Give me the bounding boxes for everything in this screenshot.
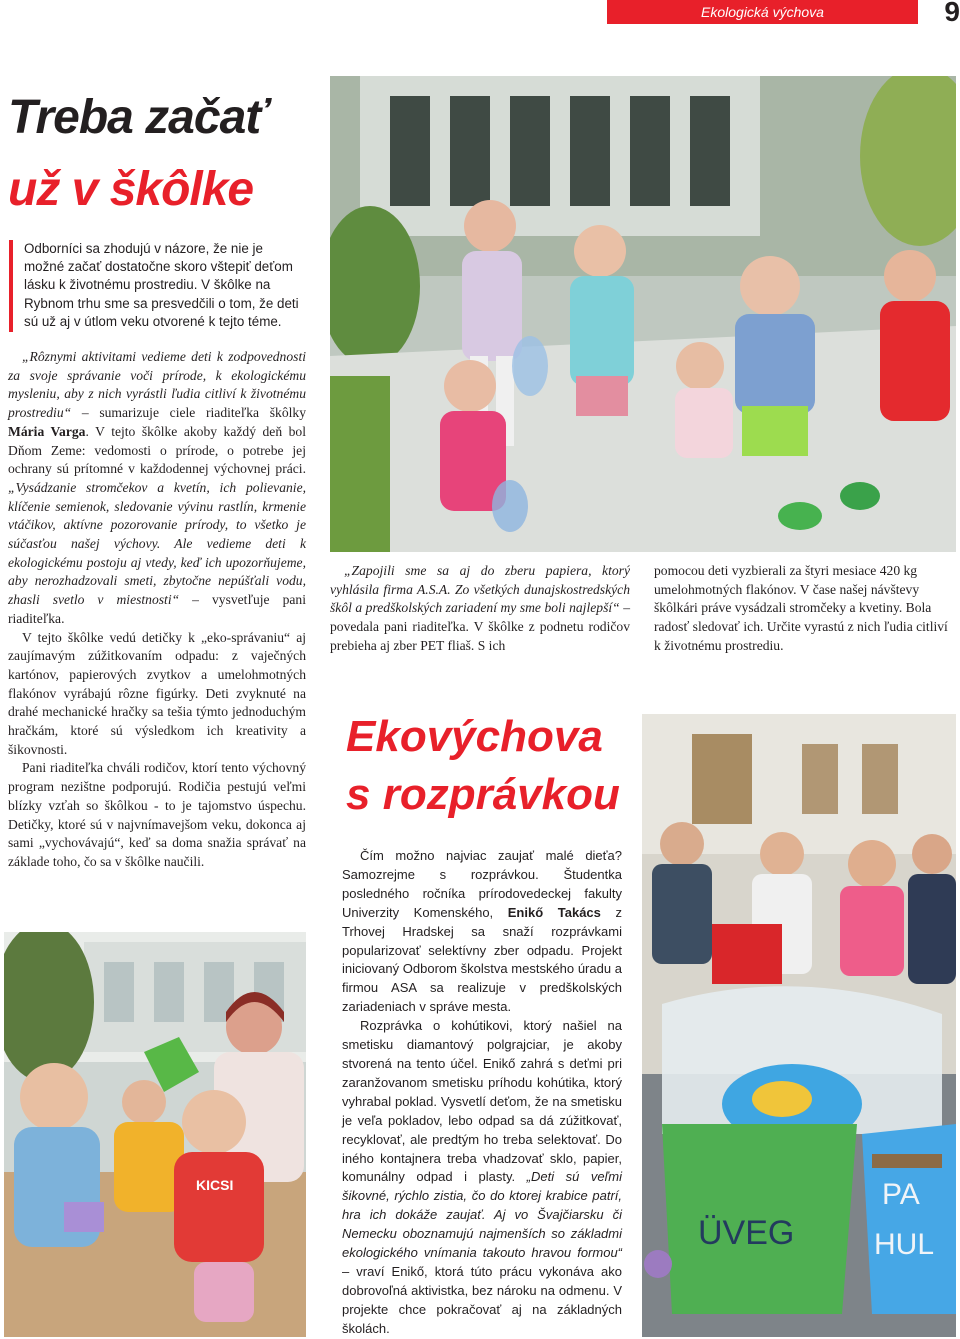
article-paragraph (330, 562, 630, 656)
article2-column (342, 847, 622, 1339)
text: Rozprávka o kohútikovi, ktorý našiel na smetisku diamantový polgrajciar, je akoby stvorená na tento účel. Enikő zahrá s deťmi pri zaranžovanom smetisku príhodu kohútika, ktorý vyhrabal poklad. Vysvetlí deťom, že na smetisku je veľa pokladov, lebo odpad sa dá zúžitkovať, recyklovať, ale predtým ho treba selektovať. Do iného kontajnera treba vhadzovať sklo, papier, komunálny odpad i plasty. (342, 1018, 622, 1185)
bin-label-paper-2: HUL (874, 1228, 935, 1261)
article-paragraph: Pani riaditeľka chváli rodičov, ktorí tento výchovný program nezištne podporujú. Rodičia pestujú veľmi blízky vzťah so škôlkou - to je tajomstvo úspechu. Detičky, ktoré sú v najvnímavejšom veku, dokonca aj sami „vychovávajú“, keď sa doma snažia správať na základe toho, čo sa v škôlke naučili. (8, 760, 306, 869)
lead-paragraph: Odborníci sa zhodujú v názore, že nie je možné začať dostatočne skoro vštepiť deťom lásku k životnému prostrediu. V škôlke na Rybnom trhu sme sa presvedčili o tom, že deti sú už aj v útlom veku otvorené k tejto téme. (24, 241, 299, 329)
headline2-line-2: s rozprávkou (346, 770, 620, 819)
photo-illustration (642, 714, 956, 1337)
text: z Trhovej Hradskej sa snaží rozprávkami popularizovať selektívny zber odpadu. Projekt iniciovaný Odborom školstva mestského úradu a firmou ASA sa realizuje v predškolských zariadeniach v správe mesta. (342, 904, 622, 1015)
headline-line-2: už v škôlke (8, 163, 254, 216)
article-column-right (654, 562, 956, 656)
quote: „Vysádzanie stromčekov a kvetín, ich polievanie, klíčenie semienok, sledovanie vývinu rastlín, krmenie vtáčikov, aktívne pozorovanie prírody, to všetko je súčasťou našej výchovy. Ale vedieme deti k ekologickému postoju aj vtedy, keď ich upozorňujeme, aby nerozhadzovali smeti, zbytočne nepúšťali vodu, zhasli svetlo v miestnosti“ (8, 479, 306, 608)
article-paragraph: V tejto škôlke vedú detičky k „eko-správaniu“ aj zaujímavým zúžitkovaním odpadu: z vaječných kartónov, papierových zvytkov a umelohmotných flakónov vyrábajú rôzne figúrky. Deti zvyknuté na drahé mechanické hračky sa tešia týmto jednoduchým hračkám, ktoré sú výsledkom ich kreativity a šikovnosti. (8, 629, 306, 757)
text: – povedala pani riaditeľka. V škôlke z podnetu rodičov prebieha aj zber PET fliaš. S ich (330, 600, 630, 653)
person-name: Mária Varga (8, 423, 86, 439)
page-number: 9 (944, 0, 960, 27)
text: – vraví Enikő, ktorá túto prácu vykonáva ako dobrovoľná aktivistka, bez nároku na odmenu. V projekte chce pokračovať aj na základných školách. (342, 1263, 622, 1336)
article-paragraph: pomocou deti vyzbierali za štyri mesiace 420 kg umelohmotných flakónov. V čase našej návštevy škôlkári práve vysádzali stromčeky a kvetiny. Bola radosť sledovať ich. Určite vyrastú z nich ľudia citliví k životnému prostrediu. (654, 563, 948, 653)
article-paragraph (8, 348, 306, 629)
text: – vysvetľuje pani riaditeľka. (8, 592, 306, 626)
text: . V tejto škôlke akoby každý deň bol Dňom Zeme: vedomosti o prírode, o potrebe jej ochrany sú prítomné v každodennej výchovnej práci. (8, 423, 306, 477)
text: – sumarizuje ciele riaditeľka škôlky (71, 405, 306, 421)
article-paragraph (342, 1017, 622, 1338)
lead-accent-bar (9, 240, 13, 332)
person-name: Enikő Takács (507, 904, 601, 920)
headline2-line-1: Ekovýchova (346, 712, 603, 761)
section-tag: Ekologická výchova (607, 0, 918, 24)
photo-children-sandbox (4, 932, 306, 1337)
text: Čím možno najviac zaujať malé dieťa? Samozrejme s rozprávkou. Študentka posledného ročníka prírodovedeckej fakulty Univerzity Komenského, (342, 848, 622, 920)
photo-illustration (330, 76, 956, 552)
photo-recycling-bins (642, 714, 956, 1337)
article-column-left (8, 348, 306, 872)
bin-label-paper-1: PA (882, 1178, 920, 1211)
bin-label-glass: ÜVEG (698, 1214, 795, 1252)
photo-illustration (4, 932, 306, 1337)
quote: „Deti sú veľmi šikovné, rýchlo zistia, čo do ktorej krabice patrí, hra ich dokáže zaujať. Aj vo Švajčiarsku či Nemecku oboznamujú najmenších so základmi ekologického vnímania takouto hravou formou“ (342, 1169, 622, 1261)
quote: „Rôznymi aktivitami vedieme deti k zodpovednosti za svoje správanie voči prírode, k ekologickému mysleniu, aby z nich vyrástli ľudia citliví k životnému prostrediu“ (8, 349, 306, 421)
headline-line-1: Treba začať (8, 91, 268, 144)
article-paragraph (342, 847, 622, 1017)
quote: „Zapojili sme sa aj do zberu papiera, ktorý vyhlásila firma A.S.A. Zo všetkých dunajskostredských škôl a predškolských zariadení my sme boli najlepší“ (330, 563, 630, 616)
shirt-text: KICSI (196, 1177, 234, 1193)
article-column-middle (330, 562, 630, 656)
photo-children-collecting-bottles (330, 76, 956, 552)
